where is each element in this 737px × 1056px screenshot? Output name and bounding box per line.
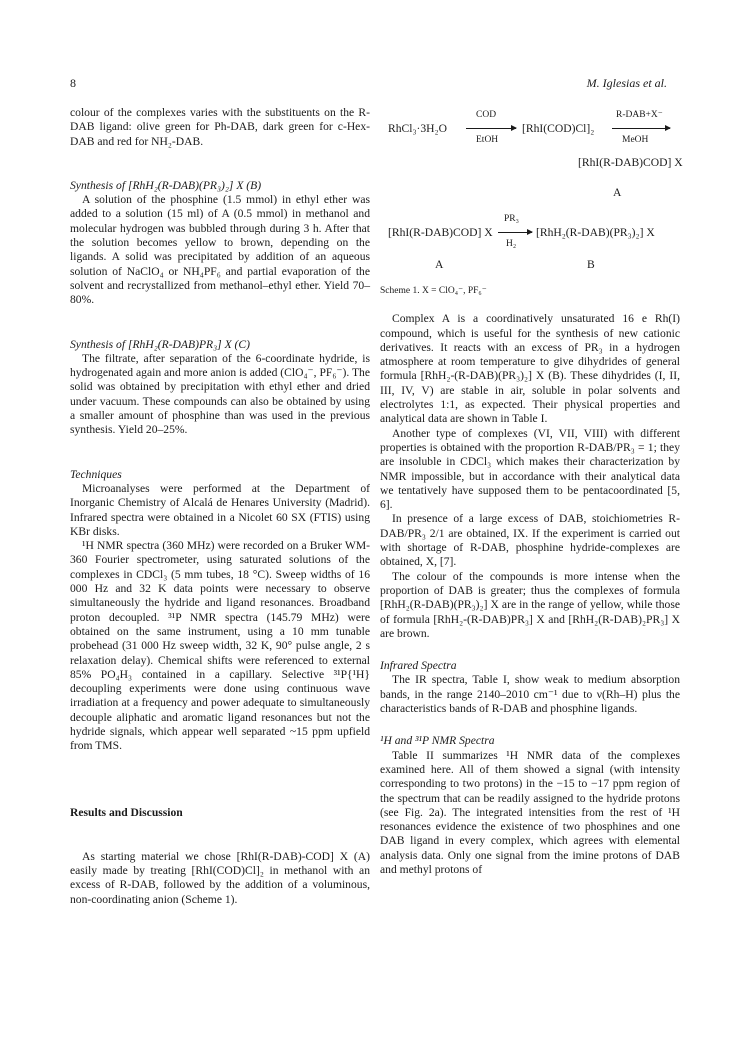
discussion-paragraph-1: Complex A is a coordinatively unsaturated 16 e Rh(I) compound, which is useful for the synthesis of new cationic derivatives. It reacts with an excess of PR₃ in a hydrogen atmosphere at room temperature to give dihydrides of general formula [RhH₂-(R-DAB)(PR₃)₂] X (B). These dihydrides (I, II, III, IV, V) are stable in air, soluble in polar solvents and electrolytes 1:1, as expected. Their physical properties and analytical data are shown in Table I.	[380, 312, 680, 426]
section-heading-techniques: Techniques	[70, 467, 122, 481]
scheme-label-a-top: A	[613, 186, 622, 199]
techniques-paragraph-2: ¹H NMR spectra (360 MHz) were recorded on a Bruker WM-360 Fourier spectrometer, using saturated solutions of the complexes in CDCl₃ (5 mm tubes, 18 °C). Sweep widths of 16 000 Hz and 32 K data points were necessary to observe simultaneously the hydride and ligand resonances. Broadband proton decoupled. ³¹P NMR spectra (145.79 MHz) were obtained on the same instrument, using a 10 mm tunable probehead (31 000 Hz sweep width, 32 K, 90° pulse angle, 2 s relaxation delay). Chemical shifts were referenced to external 85% PO₄H₃ contained in a capillary. Selective ³¹P{¹H} decoupling experiments were done using continuous wave irradiation at a frequency and power adequate to simultaneously decouple aliphatic and aromatic ligand resonances but not the hydride signals, which appear well separated ~15 ppm upfield from TMS.	[70, 539, 370, 753]
scheme-arrow1-top-label: COD	[476, 110, 497, 120]
intro-paragraph: colour of the complexes varies with the substituents on the R-DAB ligand: olive green for Ph-DAB, dark green for c-Hex-DAB and red for NH₂-DAB.	[70, 106, 370, 148]
reaction-scheme	[380, 106, 683, 284]
scheme-arrow3-top-label: PR₃	[504, 214, 519, 224]
scheme-arrow-3	[498, 232, 532, 233]
scheme-product-a: [RhI(R-DAB)COD] X	[578, 156, 683, 169]
results-paragraph: As starting material we chose [RhI(R-DAB)-COD] X (A) easily made by treating [RhI(COD)Cl]₂ in methanol with an excess of R-DAB, followed by the addition of a voluminous, non-coordinating anion (Scheme 1).	[70, 849, 370, 906]
scheme-start-compound: RhCl₃·3H₂O	[388, 122, 447, 135]
scheme-intermediate: [RhI(COD)Cl]₂	[522, 122, 595, 135]
section-heading-results: Results and Discussion	[70, 805, 183, 819]
synthesis-b-paragraph: A solution of the phosphine (1.5 mmol) in ethyl ether was added to a solution (15 ml) of A (0.5 mmol) in methanol and molecular hydrogen was bubbled through during 3 h. After that the solution becomes yellow to brown, depending on the ligands. A solid was precipitated by addition of an aqueous solution of NaClO₄ or NH₄PF₆ and partial evaporation of the solvent and recrystallized from methanol–ethyl ether. Yield 70–80%.	[70, 193, 370, 307]
page-number: 8	[70, 76, 76, 90]
running-header-author: M. Iglesias et al.	[586, 76, 667, 90]
left-column	[70, 106, 370, 907]
scheme-label-b: B	[587, 258, 595, 271]
discussion-paragraph-3: In presence of a large excess of DAB, stoichiometries R-DAB/PR₃ 2/1 are obtained, IX. If the experiment is carried out with shortage of R-DAB, phosphine hydride-complexes are obtained, X, [7].	[380, 512, 680, 569]
discussion-paragraph-4: The colour of the compounds is more intense when the proportion of DAB is greater; thus the complexes of formula [RhH₂(R-DAB)(PR₃)₂] X are in the range of yellow, while those of formula [RhH₂-(R-DAB)PR₃] X and [RhH₂(R-DAB)₂PR₃] X are brown.	[380, 569, 680, 640]
scheme-caption: Scheme 1. X = ClO₄⁻, PF₆⁻	[380, 286, 487, 296]
synthesis-c-paragraph: The filtrate, after separation of the 6-coordinate hydride, is hydrogenated again and more anion is added (ClO₄⁻, PF₆⁻). The solid was obtained by precipitation with ethyl ether and dried under vacuum. These compounds can also be obtained by using a smaller amount of phosphine than was used in the previous synthesis. Yield 20–25%.	[70, 351, 370, 437]
techniques-paragraph-1: Microanalyses were performed at the Department of Inorganic Chemistry of Alcalá de Henares University (Madrid). Infrared spectra were obtained in a Nicolet 60 SX (FTIS) using KBr disks.	[70, 481, 370, 538]
scheme-arrow-2	[612, 128, 670, 129]
section-heading-synthesis-c: Synthesis of [RhH₂(R-DAB)PR₃] X (C)	[70, 337, 250, 351]
section-heading-synthesis-b: Synthesis of [RhH₂(R-DAB)(PR₃)₂] X (B)	[70, 178, 262, 192]
section-heading-infrared: Infrared Spectra	[380, 659, 457, 673]
infrared-paragraph: The IR spectra, Table I, show weak to medium absorption bands, in the range 2140–2010 cm⁻¹ due to ν(Rh–H) plus the characteristics bands of R-DAB and phosphine ligands.	[380, 673, 680, 716]
scheme-line2-product: [RhH₂(R-DAB)(PR₃)₂] X	[536, 226, 655, 239]
scheme-arrow1-bottom-label: EtOH	[476, 135, 499, 145]
scheme-label-a-bottom: A	[435, 258, 444, 271]
scheme-arrow3-bottom-label: H₂	[506, 239, 517, 249]
scheme-arrow-1	[466, 128, 516, 129]
right-column	[380, 106, 683, 877]
section-heading-nmr: ¹H and ³¹P NMR Spectra	[380, 734, 495, 748]
scheme-line2-reactant: [RhI(R-DAB)COD] X	[388, 226, 493, 239]
scheme-arrow2-top-label: R-DAB+X⁻	[616, 110, 663, 120]
discussion-paragraph-2: Another type of complexes (VI, VII, VIII) with different properties is obtained with the proportion R-DAB/PR₃ = 1; they are insoluble in CDCl₃ which makes their characterization by NMR impossible, but in accordance with their analytical data we tentatively have supposed them to be pentacoordinated [5, 6].	[380, 426, 680, 512]
nmr-paragraph: Table II summarizes ¹H NMR data of the complexes examined here. All of them showed a signal (with intensity corresponding to two protons) in the −15 to −17 ppm region of the spectrum that can be readily assigned to the hydride protons (see Fig. 2a). The integrated intensities from the rest of ¹H resonances evidence the existence of two phosphines and one DAB ligand in every complex, which agrees with elemental analysis data. Only one signal from the imine protons of DAB and methyl protons of	[380, 748, 680, 876]
scheme-arrow2-bottom-label: MeOH	[622, 135, 649, 145]
